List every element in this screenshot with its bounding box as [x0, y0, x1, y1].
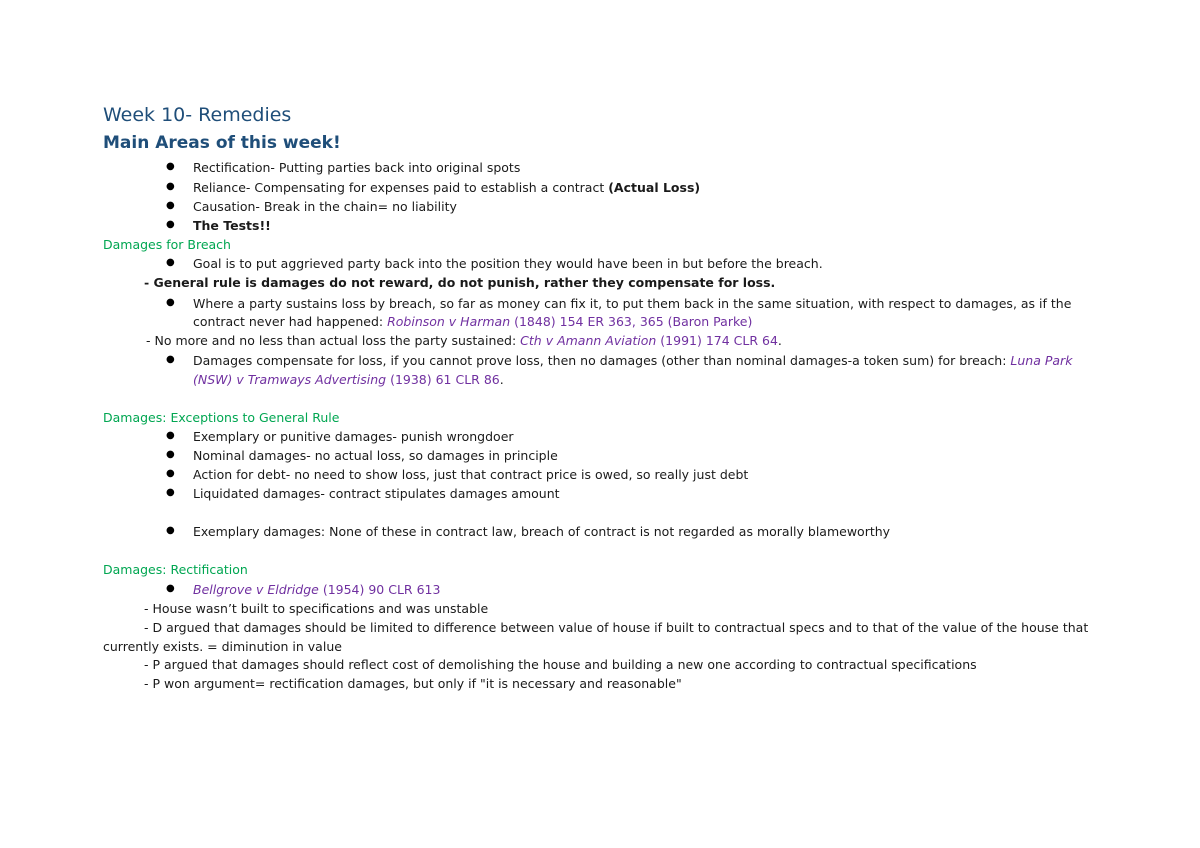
- rectification-line: - House wasn’t built to specifications and was unstable: [144, 601, 489, 616]
- bullet-icon: ●: [166, 583, 175, 594]
- main-area-item: Reliance- Compensating for expenses paid to establish a contract (Actual Loss): [193, 180, 701, 195]
- bullet-icon: ●: [166, 161, 175, 172]
- rectification-line: - P argued that damages should reflect cost of demolishing the house and building a new one according to contractual specifications: [144, 657, 977, 672]
- page-subtitle: Main Areas of this week!: [103, 133, 341, 153]
- bullet-icon: ●: [166, 430, 175, 441]
- bullet-icon: ●: [166, 525, 175, 536]
- bullet-icon: ●: [166, 219, 175, 230]
- main-area-item: The Tests!!: [193, 218, 271, 233]
- no-more-line: - No more and no less than actual loss the party sustained: Cth v Amann Aviation (1991) 174 CLR 64.: [146, 333, 782, 348]
- exception-item: Action for debt- no need to show loss, just that contract price is owed, so really just debt: [193, 467, 749, 482]
- exception-item: Exemplary or punitive damages- punish wrongdoer: [193, 429, 514, 444]
- main-area-item: Rectification- Putting parties back into original spots: [193, 160, 521, 175]
- bullet-icon: ●: [166, 468, 175, 479]
- breach-goal: Goal is to put aggrieved party back into the position they would have been in but before the breach.: [193, 256, 823, 271]
- rectification-line: currently exists. = diminution in value: [103, 639, 342, 654]
- case-citation: Luna Park: [1010, 353, 1073, 368]
- bullet-icon: ●: [166, 354, 175, 365]
- bullet-icon: ●: [166, 487, 175, 498]
- section-heading-rectification: Damages: Rectification: [103, 562, 248, 577]
- compensate-line-2: (NSW) v Tramways Advertising (1938) 61 CLR 86.: [193, 372, 504, 387]
- rectification-line: - D argued that damages should be limited to difference between value of house if built to contractual specs and to that of the value of the house that: [144, 620, 1089, 635]
- bullet-icon: ●: [166, 200, 175, 211]
- exception-item: Nominal damages- no actual loss, so damages in principle: [193, 448, 558, 463]
- case-citation: Robinson v Harman: [387, 314, 511, 329]
- compensate-line-1: Damages compensate for loss, if you cannot prove loss, then no damages (other than nominal damages-a token sum) for breach: Luna Park: [193, 353, 1073, 368]
- bullet-icon: ●: [166, 257, 175, 268]
- rectification-line: - P won argument= rectification damages, but only if "it is necessary and reasonable": [144, 676, 682, 691]
- bullet-icon: ●: [166, 449, 175, 460]
- exemplary-note: Exemplary damages: None of these in contract law, breach of contract is not regarded as morally blameworthy: [193, 524, 891, 539]
- main-area-item: Causation- Break in the chain= no liability: [193, 199, 457, 214]
- section-heading-exceptions: Damages: Exceptions to General Rule: [103, 410, 340, 425]
- case-citation: Cth v Amann Aviation: [520, 333, 657, 348]
- where-line-1: Where a party sustains loss by breach, so far as money can fix it, to put them back in the same situation, with respect to damages, as if the: [193, 296, 1072, 311]
- where-line-2: contract never had happened: Robinson v Harman (1848) 154 ER 363, 365 (Baron Parke): [193, 314, 753, 329]
- case-citation: Bellgrove v Eldridge: [193, 582, 319, 597]
- bullet-icon: ●: [166, 181, 175, 192]
- section-heading-breach: Damages for Breach: [103, 237, 231, 252]
- page-title: Week 10- Remedies: [103, 104, 292, 126]
- exception-item: Liquidated damages- contract stipulates damages amount: [193, 486, 560, 501]
- bullet-icon: ●: [166, 297, 175, 308]
- general-rule: - General rule is damages do not reward, do not punish, rather they compensate for loss.: [144, 275, 776, 290]
- rectification-case: Bellgrove v Eldridge (1954) 90 CLR 613: [193, 582, 441, 597]
